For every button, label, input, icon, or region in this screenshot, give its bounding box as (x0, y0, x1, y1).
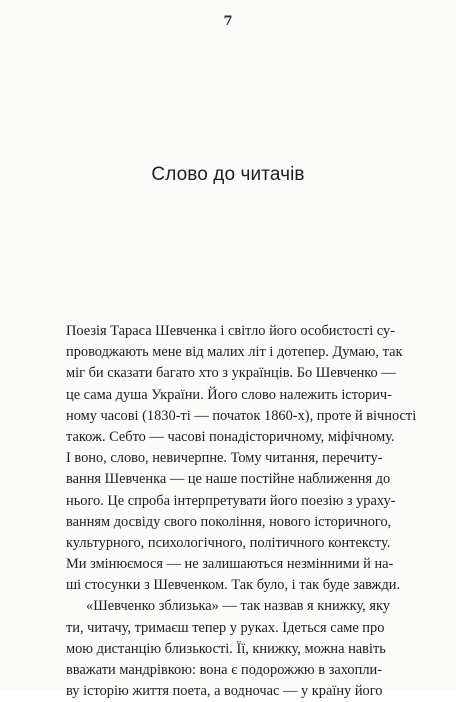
text-line: вважати мандрівкою: вона є подорожжю в захопли- (66, 662, 382, 678)
text-line: це сама душа України. Його слово належить історич- (66, 386, 392, 403)
text-line: проводжають мене від малих літ і дотепер. Думаю, так (66, 344, 403, 361)
text-line: Поезія Тараса Шевченка і світло його особистості су- (66, 323, 395, 339)
text-line: І воно, слово, невичерпне. Тому читання, перечиту- (66, 450, 383, 467)
text-line: нього. Це спроба інтерпретувати його поезію з ураху- (66, 492, 396, 509)
chapter-title: Слово до читачів (151, 164, 305, 185)
text-line: ву історію життя поета, а водночас — у країну його (66, 683, 383, 700)
text-line: мою дистанцію близькості. Її, книжку, можна навіть (66, 640, 386, 657)
text-line: Ми змінюємося — не залишаються незмінними й на- (66, 556, 394, 573)
text-line: також. Себто — часові понадісторичному, міфічному. (66, 428, 395, 445)
text-line: вання Шевченка — це наше постійне наближення до (66, 471, 391, 488)
text-line: культурного, психологічного, політичного контексту. (66, 534, 391, 551)
page-number: 7 (223, 14, 233, 29)
text-line: міг би сказати багато хто з українців. Бо Шевченко — (66, 365, 396, 382)
text-line: ванням досвіду свого покоління, нового історичного, (66, 513, 392, 530)
text-line: «Шевченко зблизька» — так назвав я книжку, яку (86, 598, 390, 615)
text-line: ти, читачу, тримаєш тепер у руках. Ідеться саме про (66, 619, 385, 636)
text-line: ші стосунки з Шевченком. Так було, і так буде завжди. (66, 577, 401, 594)
text-line: ному часові (1830-ті — початок 1860-х), проте й вічності (66, 407, 417, 424)
body-text (66, 321, 417, 702)
